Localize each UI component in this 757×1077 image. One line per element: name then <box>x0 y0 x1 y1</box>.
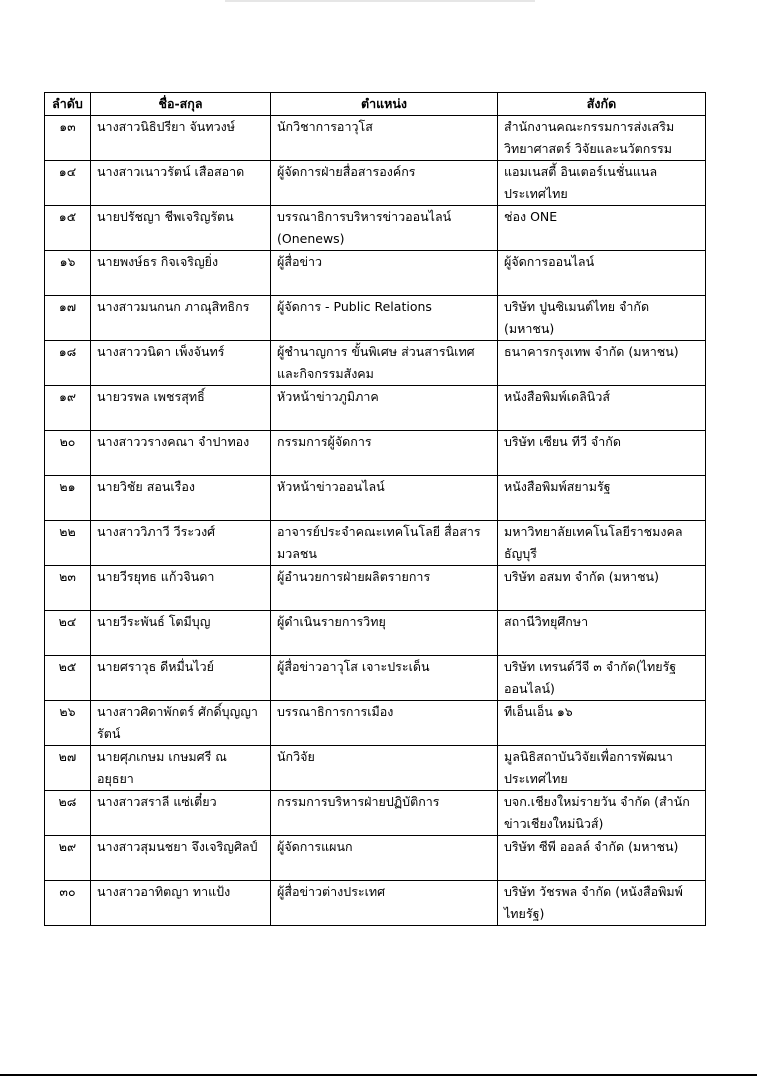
cell-position: หัวหน้าข่าวภูมิภาค <box>271 386 498 431</box>
cell-name: นางสาวมนกนก ภาณุสิทธิกร <box>91 296 271 341</box>
cell-name: นางสาวอาทิตญา ทาแป้ง <box>91 881 271 926</box>
table-row <box>45 386 706 431</box>
cell-name: นางสาวสราลี แซ่เตี๋ยว <box>91 791 271 836</box>
table-row <box>45 206 706 251</box>
cell-position: ผู้ชำนาญการ ขั้นพิเศษ ส่วนสารนิเทศ และกิจกรรมสังคม <box>271 341 498 386</box>
table-row <box>45 296 706 341</box>
bottom-divider <box>0 1074 757 1076</box>
cell-position: ผู้ดำเนินรายการวิทยุ <box>271 611 498 656</box>
header-name: ชื่อ-สกุล <box>91 93 271 116</box>
cell-position: กรรมการบริหารฝ่ายปฏิบัติการ <box>271 791 498 836</box>
cell-order: ๒๔ <box>45 611 91 656</box>
cell-order: ๒๑ <box>45 476 91 521</box>
cell-affiliation: สถานีวิทยุศึกษา <box>498 611 706 656</box>
cell-affiliation: บริษัท ปูนซิเมนต์ไทย จำกัด (มหาชน) <box>498 296 706 341</box>
cell-order: ๒๙ <box>45 836 91 881</box>
table-row <box>45 611 706 656</box>
cell-order: ๒๖ <box>45 701 91 746</box>
header-affiliation: สังกัด <box>498 93 706 116</box>
header-position: ตำแหน่ง <box>271 93 498 116</box>
cell-name: นางสาวนิธิปรียา จันทวงษ์ <box>91 116 271 161</box>
cell-order: ๒๓ <box>45 566 91 611</box>
cell-position: ผู้จัดการฝ่ายสื่อสารองค์กร <box>271 161 498 206</box>
cell-order: ๓๐ <box>45 881 91 926</box>
cell-name: นายศุภเกษม เกษมศรี ณ อยุธยา <box>91 746 271 791</box>
cell-affiliation: บริษัท อสมท จำกัด (มหาชน) <box>498 566 706 611</box>
cell-name: นายวรพล เพชรสุทธิ์ <box>91 386 271 431</box>
table-row <box>45 341 706 386</box>
cell-name: นายวีระพันธ์ โตมีบุญ <box>91 611 271 656</box>
cell-affiliation: บริษัท วัชรพล จำกัด (หนังสือพิมพ์ ไทยรัฐ) <box>498 881 706 926</box>
table-row <box>45 476 706 521</box>
cell-affiliation: บจก.เชียงใหม่รายวัน จำกัด (สำนัก ข่าวเชียงใหม่นิวส์) <box>498 791 706 836</box>
cell-position: ผู้สื่อข่าวต่างประเทศ <box>271 881 498 926</box>
cell-name: นายพงษ์ธร กิจเจริญยิ่ง <box>91 251 271 296</box>
cell-order: ๒๘ <box>45 791 91 836</box>
cell-order: ๒๐ <box>45 431 91 476</box>
cell-position: ผู้สื่อข่าวอาวุโส เจาะประเด็น <box>271 656 498 701</box>
cell-order: ๑๕ <box>45 206 91 251</box>
table-row <box>45 881 706 926</box>
cell-position: หัวหน้าข่าวออนไลน์ <box>271 476 498 521</box>
cell-affiliation: ช่อง ONE <box>498 206 706 251</box>
cell-order: ๑๔ <box>45 161 91 206</box>
table-row <box>45 566 706 611</box>
cell-order: ๑๖ <box>45 251 91 296</box>
cell-affiliation: หนังสือพิมพ์สยามรัฐ <box>498 476 706 521</box>
participants-table <box>44 92 706 926</box>
top-divider <box>225 0 535 2</box>
cell-position: กรรมการผู้จัดการ <box>271 431 498 476</box>
cell-name: นายศราวุธ ดีหมื่นไวย์ <box>91 656 271 701</box>
cell-name: นายปรัชญา ชีพเจริญรัตน <box>91 206 271 251</box>
cell-position: นักวิจัย <box>271 746 498 791</box>
table-row <box>45 791 706 836</box>
cell-position: ผู้สื่อข่าว <box>271 251 498 296</box>
table-row <box>45 521 706 566</box>
cell-name: นางสาวสุมนชยา จึงเจริญศิลป์ <box>91 836 271 881</box>
cell-position: ผู้จัดการ - Public Relations <box>271 296 498 341</box>
cell-name: นายวีรยุทธ แก้วจินดา <box>91 566 271 611</box>
table-row <box>45 656 706 701</box>
cell-affiliation: มูลนิธิสถาบันวิจัยเพื่อการพัฒนา ประเทศไทย <box>498 746 706 791</box>
cell-affiliation: ผู้จัดการออนไลน์ <box>498 251 706 296</box>
table-row <box>45 116 706 161</box>
cell-affiliation: บริษัท ซีพี ออลล์ จำกัด (มหาชน) <box>498 836 706 881</box>
cell-position: ผู้จัดการแผนก <box>271 836 498 881</box>
cell-position: บรรณาธิการบริหารข่าวออนไลน์ (Onenews) <box>271 206 498 251</box>
table-row <box>45 161 706 206</box>
table-row <box>45 251 706 296</box>
cell-affiliation: หนังสือพิมพ์เดลินิวส์ <box>498 386 706 431</box>
cell-position: นักวิชาการอาวุโส <box>271 116 498 161</box>
table-row <box>45 701 706 746</box>
cell-order: ๑๓ <box>45 116 91 161</box>
cell-name: นางสาววนิดา เพ็งจันทร์ <box>91 341 271 386</box>
cell-affiliation: บริษัท เซียน ทีวี จำกัด <box>498 431 706 476</box>
cell-affiliation: บริษัท เทรนด์วีจี ๓ จำกัด(ไทยรัฐ ออนไลน์) <box>498 656 706 701</box>
cell-order: ๒๗ <box>45 746 91 791</box>
cell-name: นางสาวเนาวรัตน์ เสือสอาด <box>91 161 271 206</box>
cell-affiliation: มหาวิทยาลัยเทคโนโลยีราชมงคล ธัญบุรี <box>498 521 706 566</box>
cell-name: นางสาววิภาวี วีระวงศ์ <box>91 521 271 566</box>
table-header-row <box>45 93 706 116</box>
table-row <box>45 836 706 881</box>
cell-order: ๑๗ <box>45 296 91 341</box>
cell-name: นางสาววรางคณา จำปาทอง <box>91 431 271 476</box>
cell-position: บรรณาธิการการเมือง <box>271 701 498 746</box>
table-row <box>45 431 706 476</box>
cell-order: ๑๘ <box>45 341 91 386</box>
cell-name: นายวิชัย สอนเรือง <box>91 476 271 521</box>
cell-affiliation: ทีเอ็นเอ็น ๑๖ <box>498 701 706 746</box>
cell-order: ๒๕ <box>45 656 91 701</box>
cell-position: ผู้อำนวยการฝ่ายผลิตรายการ <box>271 566 498 611</box>
cell-order: ๒๒ <box>45 521 91 566</box>
cell-order: ๑๙ <box>45 386 91 431</box>
header-order: ลำดับ <box>45 93 91 116</box>
table-row <box>45 746 706 791</box>
cell-name: นางสาวศิดาพักตร์ ศักดิ์บุญญา รัตน์ <box>91 701 271 746</box>
cell-affiliation: ธนาคารกรุงเทพ จำกัด (มหาชน) <box>498 341 706 386</box>
cell-affiliation: แอมเนสตี้ อินเตอร์เนชั่นแนล ประเทศไทย <box>498 161 706 206</box>
cell-position: อาจารย์ประจำคณะเทคโนโลยี สื่อสารมวลชน <box>271 521 498 566</box>
cell-affiliation: สำนักงานคณะกรรมการส่งเสริม วิทยาศาสตร์ วิจัยและนวัตกรรม <box>498 116 706 161</box>
